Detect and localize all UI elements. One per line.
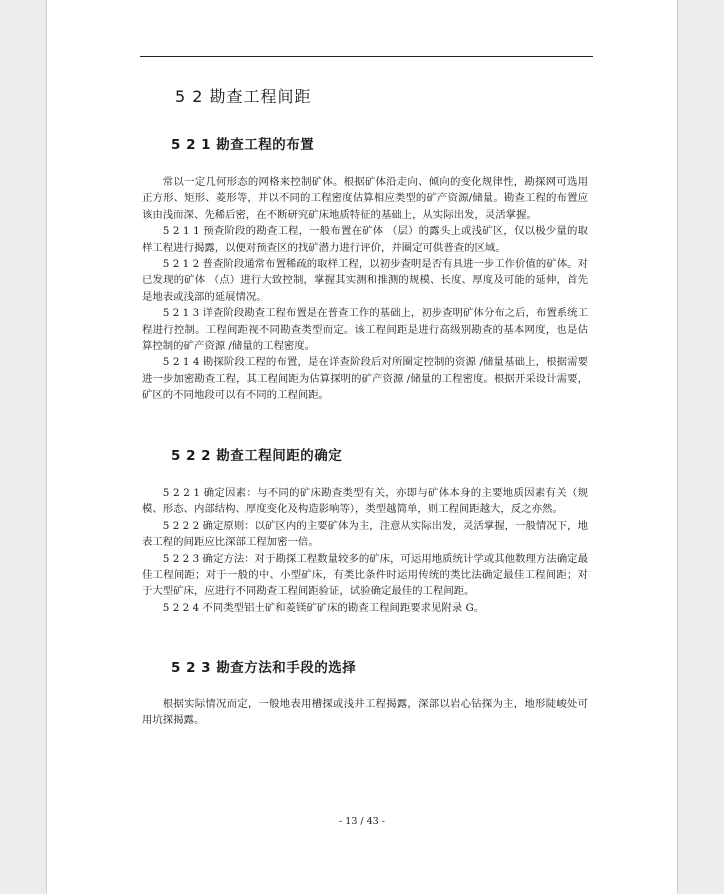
- paragraph: 5 2 1 1 预查阶段的勘查工程，一般布置在矿体 （层）的露头上或浅矿区，仅以极少量的取样工程进行揭露，以便对预查区的找矿潜力进行评价，并圈定可供普查的区域。: [142, 225, 588, 254]
- subsection-body-5-2-3: [142, 696, 588, 729]
- paragraph: 5 2 1 2 普查阶段通常布置稀疏的取样工程，以初步查明是否有具进一步工作价值的矿体。对已发现的矿体 （点）进行大致控制，掌握其实测和推测的规模、长度、厚度及可能的延伸，首先是地表或浅部的延展情况。: [142, 258, 588, 303]
- subsection-heading-5-2-2: 5 2 2 勘查工程间距的确定: [171, 448, 343, 464]
- subsection-heading-5-2-3: 5 2 3 勘查方法和手段的选择: [171, 660, 357, 676]
- paragraph: 5 2 2 1 确定因素：与不同的矿床勘查类型有关，亦即与矿体本身的主要地质因素有关（规模、形态、内部结构、厚度变化及构造影响等），类型越简单，则工程间距越大，反之亦然。: [142, 487, 588, 516]
- header-rule: [140, 56, 593, 57]
- paragraph: 常以一定几何形态的网格来控制矿体。根据矿体沿走向、倾向的变化规律性，勘探网可选用正方形、矩形、菱形等，并以不同的工程密度估算相应类型的矿产资源/储量。勘查工程的布置应该由浅而深、先稀后密，在不断研究矿床地质特征的基础上，从实际出发，灵活掌握。: [142, 176, 588, 221]
- subsection-body-5-2-1: [142, 174, 588, 404]
- paragraph: 5 2 2 4 不同类型铝土矿和菱镁矿矿床的勘查工程间距要求见附录 G。: [162, 601, 485, 614]
- subsection-body-5-2-2: [142, 485, 588, 616]
- paragraph: 5 2 1 3 详查阶段勘查工程布置是在普查工作的基础上，初步查明矿体分布之后，布置系统工程进行控制。工程间距视不同勘查类型而定。该工程间距是进行高级别勘查的基本网度，也是估算控制的矿产资源 /储量的工程密度。: [142, 307, 588, 353]
- subsection-heading-5-2-1: 5 2 1 勘查工程的布置: [171, 137, 315, 153]
- paragraph: 5 2 2 3 确定方法：对于勘探工程数量较多的矿床，可运用地质统计学或其他数理方法确定最佳工程间距；对于一般的中、小型矿床，有类比条件时运用传统的类比法确定最佳工程间距；对于大型矿床，应进行不同勘查工程间距验证，试验确定最佳的工程间距。: [142, 552, 588, 598]
- page-number: - 13 / 43 -: [339, 816, 385, 827]
- paragraph: 根据实际情况而定，一般地表用槽探或浅井工程揭露，深部以岩心钻探为主，地形陡峻处可用坑探揭露。: [142, 698, 588, 727]
- section-heading-5-2: 5 2 勘查工程间距: [175, 87, 312, 106]
- paragraph: 5 2 1 4 勘探阶段工程的布置，是在详查阶段后对所圈定控制的资源 /储量基础上，根据需要进一步加密勘查工程，其工程间距为估算探明的矿产资源 /储量的工程密度。根据开采设计需要，矿区的不同地段可以有不同的工程间距。: [142, 356, 588, 402]
- paragraph: 5 2 2 2 确定原则：以矿区内的主要矿体为主，注意从实际出发，灵活掌握，一般情况下，地表工程的间距应比深部工程加密一倍。: [142, 519, 588, 549]
- document-page: [46, 0, 678, 894]
